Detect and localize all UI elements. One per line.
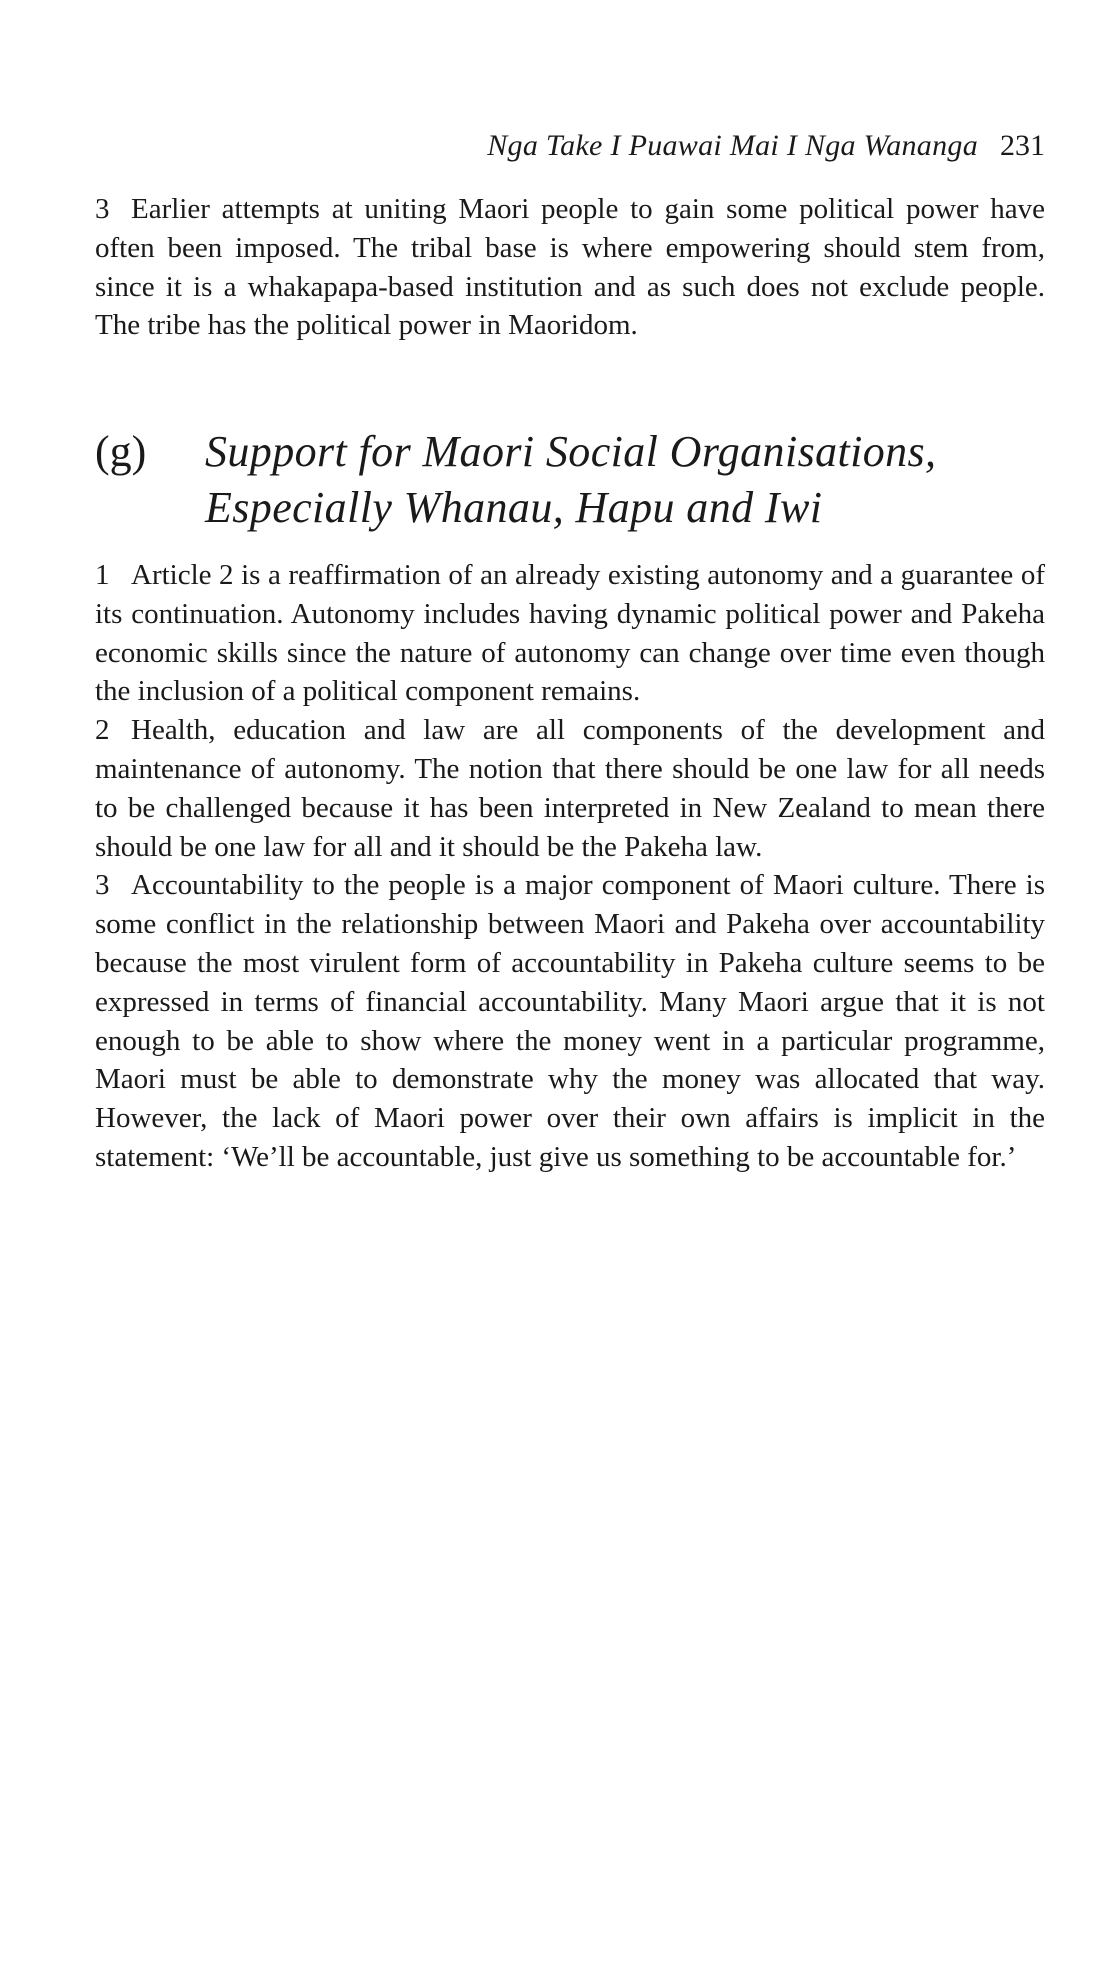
paragraph-number: 2 — [95, 714, 110, 747]
section-heading — [95, 424, 1045, 536]
paragraph-number: 3 — [95, 869, 110, 902]
section-label: (g) — [95, 427, 147, 476]
intro-paragraph-block — [95, 190, 1045, 345]
section-paragraphs — [95, 556, 1045, 1177]
running-head — [90, 128, 1045, 164]
paragraph-number: 1 — [95, 559, 110, 591]
paragraph-text: Accountability to the people is a major component of Maori culture. There is some conflict in the relationship between Maori and Pakeha over accountability because the most virulent form of accountability in Pakeha culture seems to be expressed in terms of financial accountability. Many Maori argue that it is not enough to be able to show where the money went in a particular programme, Maori must be able to demonstrate why the money was allocated that way. However, the lack of Maori power over their own affairs is implicit in the statement: ‘We’ll be accountable, just give us something to be accountable for.’ — [95, 869, 1045, 1173]
section-title-line-1: Support for Maori Social Organisations, — [205, 427, 937, 476]
paragraph-text: Article 2 is a reaffirmation of an already existing autonomy and a guarantee of its continuation. Autonomy includes having dynamic political power and Pakeha economic skills since the nature of autonomy can change over time even though the inclusion of a political component remains. — [95, 559, 1045, 708]
paragraph — [95, 190, 1045, 345]
page-number: 231 — [1000, 129, 1045, 162]
paragraph — [95, 866, 1045, 1176]
paragraph — [95, 711, 1045, 866]
section-heading-line-2 — [95, 480, 1045, 536]
paragraph-text: Earlier attempts at uniting Maori people to gain some political power have often been imposed. The tribal base is where empowering should stem from, since it is a whakapapa-based institution and as such does not exclude people. The tribe has the political power in Maoridom. — [95, 193, 1045, 342]
section-title-line-2: Especially Whanau, Hapu and Iwi — [205, 483, 823, 532]
paragraph — [95, 556, 1045, 711]
section-heading-line-1 — [95, 424, 1045, 480]
paragraph-text: Health, education and law are all components of the development and maintenance of autonomy. The notion that there should be one law for all needs to be challenged because it has been interpreted in New Zealand to mean there should be one law for all and it should be the Pakeha law. — [95, 714, 1045, 863]
running-head-title: Nga Take I Puawai Mai I Nga Wananga — [487, 129, 978, 162]
paragraph-number: 3 — [95, 193, 110, 225]
